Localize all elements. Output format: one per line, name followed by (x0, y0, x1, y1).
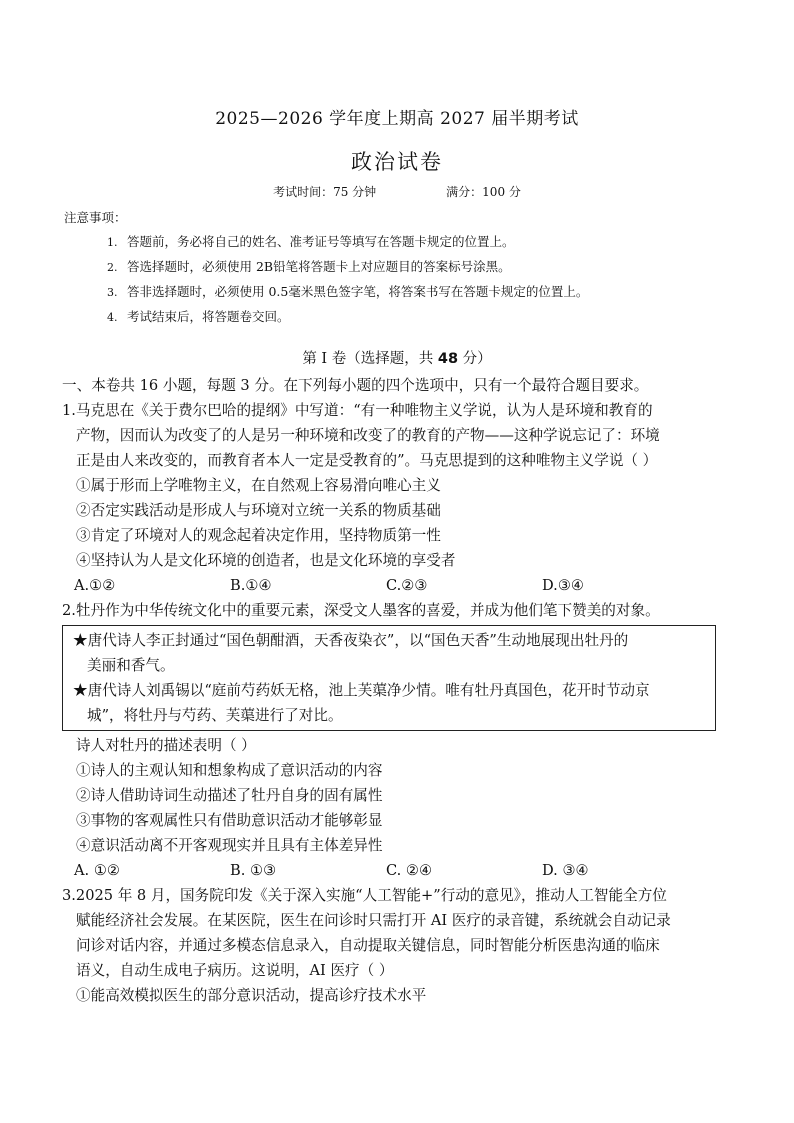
exam-score: 满分：100 分 (446, 185, 521, 199)
material-box (62, 625, 716, 731)
statement-item: ②否定实践活动是形成人与环境对立统一关系的物质基础 (76, 502, 441, 519)
material-line: 美丽和香气。 (87, 657, 175, 674)
material-line: 城”，将牡丹与芍药、芙蕖进行了对比。 (87, 707, 343, 724)
question-2 (62, 598, 734, 883)
question-3 (62, 883, 734, 1008)
note-item: 3. 答非选择题时，必须使用 0.5毫米黑色签字笔，将答案书写在答题卡规定的位置上。 (107, 284, 589, 299)
exam-time: 考试时间：75 分钟 (273, 185, 377, 199)
question-stem-line: 正是由人来改变的，而教育者本人一定是受教育的”。马克思提到的这种唯物主义学说（ ） (76, 452, 658, 469)
exam-title: 2025—2026 学年度上期高 2027 届半期考试 (215, 109, 579, 129)
material-line: ★唐代诗人刘禹锡以“庭前芍药妖无格，池上芙蕖净少情。唯有牡丹真国色，花开时节动京 (73, 682, 650, 699)
question-prompt: 诗人对牡丹的描述表明（ ） (76, 737, 256, 754)
question-stem-line: 产物，因而认为改变了的人是另一种环境和改变了的教育的产物——这种学说忘记了：环境 (76, 427, 660, 444)
part-title: 第 I 卷（选择题，共 48 分） (302, 351, 492, 367)
statement-item: ①诗人的主观认知和想象构成了意识活动的内容 (76, 762, 383, 779)
note-item: 4. 考试结束后，将答题卷交回。 (107, 309, 290, 324)
question-stem-line: 2.牡丹作为中华传统文化中的重要元素，深受文人墨客的喜爱，并成为他们笔下赞美的对象。 (62, 602, 660, 619)
notes-heading: 注意事项： (64, 210, 127, 225)
option-d: D. ③④ (542, 862, 589, 879)
statement-item: ②诗人借助诗词生动描述了牡丹自身的固有属性 (76, 787, 383, 804)
statement-item: ①能高效模拟医生的部分意识活动，提高诊疗技术水平 (76, 987, 427, 1004)
notes-list (107, 230, 588, 330)
section-instruction: 一、本卷共 16 小题，每题 3 分。在下列每小题的四个选项中，只有一个最符合题目要求。 (62, 377, 649, 394)
option-c: C. ②④ (386, 862, 433, 879)
statement-item: ③肯定了环境对人的观念起着决定作用，坚持物质第一性 (76, 527, 441, 544)
option-b: B.①④ (230, 577, 272, 594)
option-b: B. ①③ (230, 862, 277, 879)
question-stem-line: 3.2025 年 8 月，国务院印发《关于深入实施“人工智能+”行动的意见》，推动人工智能全方位 (62, 887, 667, 904)
questions (62, 373, 734, 1008)
subject-title: 政治试卷 (351, 150, 443, 174)
answer-options (62, 573, 734, 598)
statement-item: ④坚持认为人是文化环境的创造者，也是文化环境的享受者 (76, 552, 456, 569)
note-item: 2. 答选择题时，必须使用 2B铅笔将答题卡上对应题目的答案标号涂黑。 (107, 259, 511, 274)
answer-options (62, 858, 734, 883)
statement-item: ④意识活动离不开客观现实并且具有主体差异性 (76, 837, 383, 854)
question-stem-line: 问诊对话内容，并通过多模态信息录入，自动提取关键信息，同时智能分析医患沟通的临床 (76, 937, 660, 954)
question-stem-line: 1.马克思在《关于费尔巴哈的提纲》中写道：“有一种唯物主义学说，认为人是环境和教育的 (62, 402, 653, 419)
statement-item: ①属于形而上学唯物主义，在自然观上容易滑向唯心主义 (76, 477, 441, 494)
material-line: ★唐代诗人李正封通过“国色朝酣酒，天香夜染衣”，以“国色天香”生动地展现出牡丹的 (73, 632, 629, 649)
option-a: A. ①② (74, 862, 120, 879)
exam-meta (0, 183, 794, 200)
option-c: C.②③ (386, 577, 428, 594)
question-1 (62, 398, 734, 598)
option-a: A.①② (74, 577, 116, 594)
option-d: D.③④ (542, 577, 584, 594)
question-stem-line: 赋能经济社会发展。在某医院，医生在问诊时只需打开 AI 医疗的录音键，系统就会自动记录 (76, 912, 671, 929)
note-item: 1. 答题前，务必将自己的姓名、准考证号等填写在答题卡规定的位置上。 (107, 234, 515, 249)
question-stem-line: 语义，自动生成电子病历。这说明，AI 医疗（ ） (76, 962, 394, 979)
statement-item: ③事物的客观属性只有借助意识活动才能够彰显 (76, 812, 383, 829)
